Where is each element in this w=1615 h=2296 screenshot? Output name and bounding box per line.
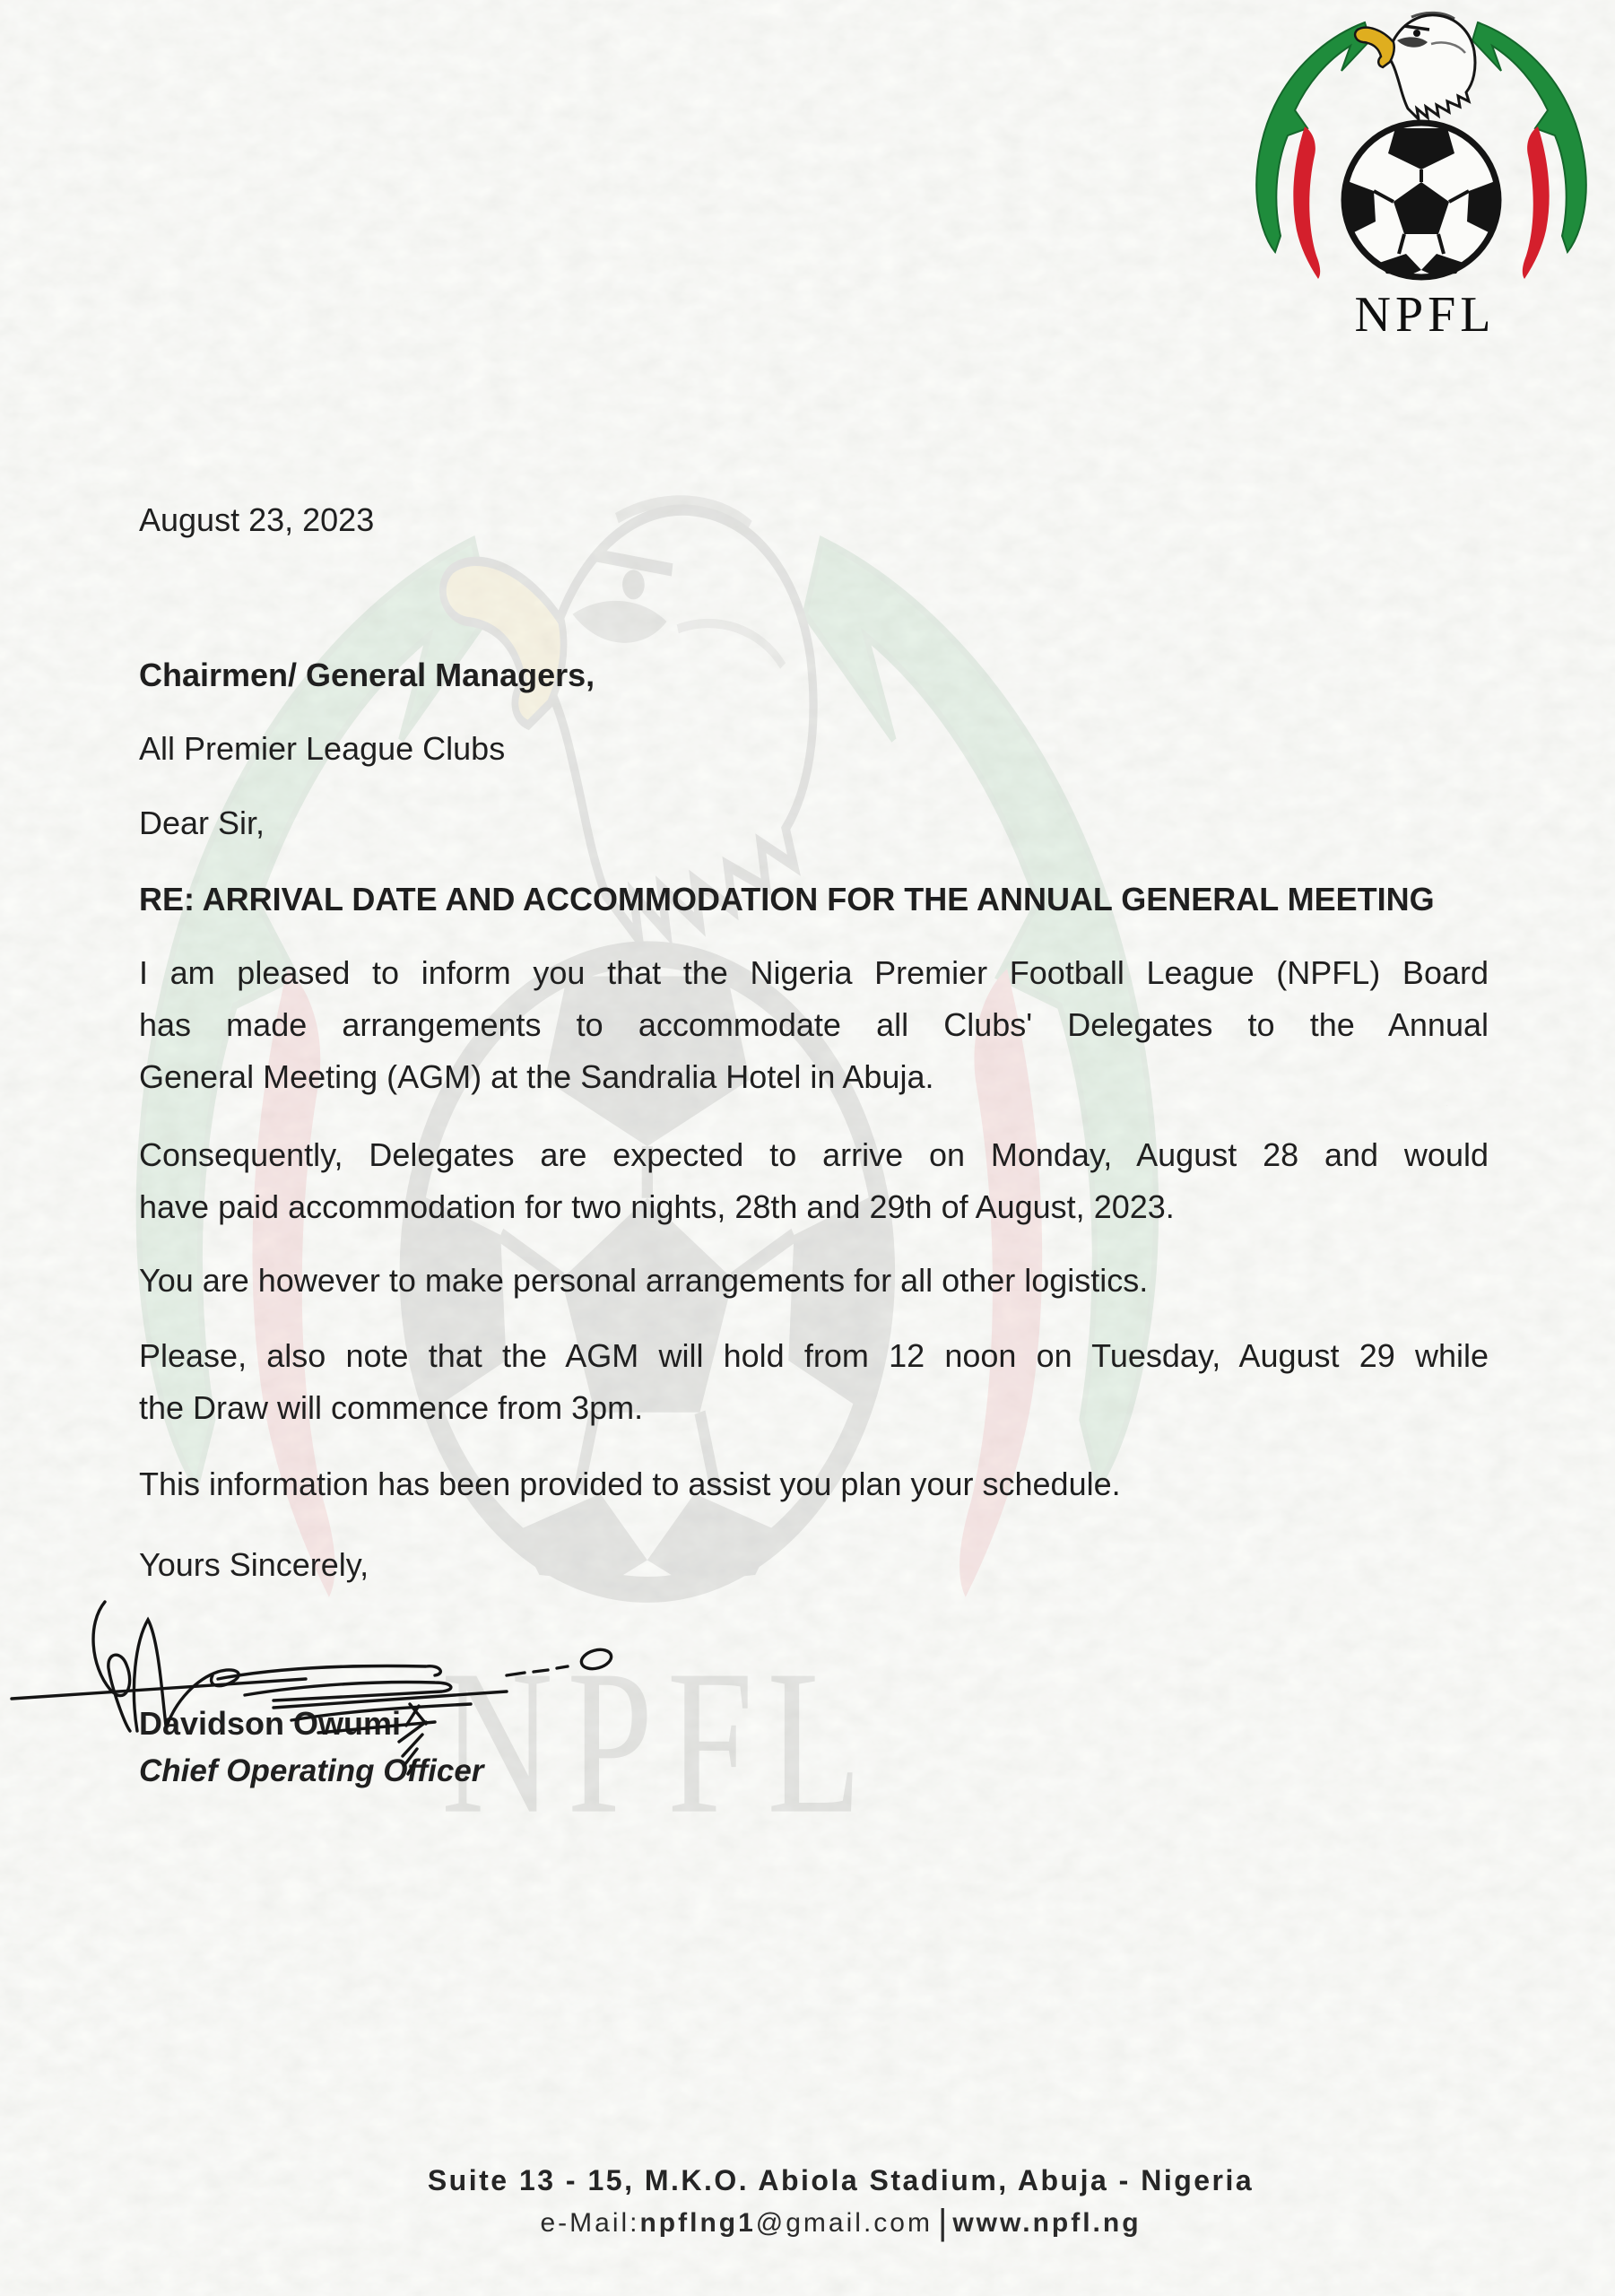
paragraph (139, 947, 1489, 1103)
signature-scribble (4, 1589, 632, 1782)
salutation: Dear Sir, (139, 804, 265, 841)
paragraph (139, 1129, 1489, 1233)
paragraph (139, 1330, 1489, 1434)
paragraph-line: I am pleased to inform you that the Nigeria Premier Football League (NPFL) Board (139, 954, 1489, 991)
paragraph-line: the Draw will commence from 3pm. (139, 1389, 644, 1426)
paragraph-line: This information has been provided to assist you plan your schedule. (139, 1465, 1121, 1502)
email-domain: @gmail.com (755, 2208, 933, 2238)
email-user: npflng1 (639, 2208, 756, 2238)
paragraph-line: have paid accommodation for two nights, 28th and 29th of August, 2023. (139, 1188, 1175, 1225)
signatory-title: Chief Operating Officer (139, 1753, 484, 1788)
letter-date: August 23, 2023 (139, 501, 375, 538)
footer-address: Suite 13 - 15, M.K.O. Abiola Stadium, Abuja - Nigeria (427, 2164, 1255, 2196)
paragraph-line: Please, also note that the AGM will hold from 12 noon on Tuesday, August 29 while (139, 1337, 1489, 1374)
website-url: www.npfl.ng (952, 2208, 1142, 2238)
paragraph-line: has made arrangements to accommodate all Clubs' Delegates to the Annual (139, 1006, 1489, 1043)
paragraph-line: Consequently, Delegates are expected to arrive on Monday, August 28 and would (139, 1136, 1489, 1173)
recipient-line: Chairmen/ General Managers, (139, 657, 595, 693)
subject-line: RE: ARRIVAL DATE AND ACCOMMODATION FOR THE ANNUAL GENERAL MEETING (139, 881, 1435, 918)
footer-separator: | (937, 2203, 948, 2242)
email-label: e-Mail: (540, 2208, 640, 2238)
paragraph (139, 1255, 1489, 1307)
recipient-line: All Premier League Clubs (139, 730, 506, 767)
closing-line: Yours Sincerely, (139, 1546, 369, 1583)
npfl-logo (1246, 4, 1610, 341)
signatory-name: Davidson Owumi (139, 1705, 402, 1742)
paragraph-line: You are however to make personal arrangements for all other logistics. (139, 1262, 1149, 1299)
footer-contact (33, 2203, 1615, 2240)
paragraph (139, 1458, 1489, 1510)
paragraph-line: General Meeting (AGM) at the Sandralia Hotel in Abuja. (139, 1058, 934, 1095)
